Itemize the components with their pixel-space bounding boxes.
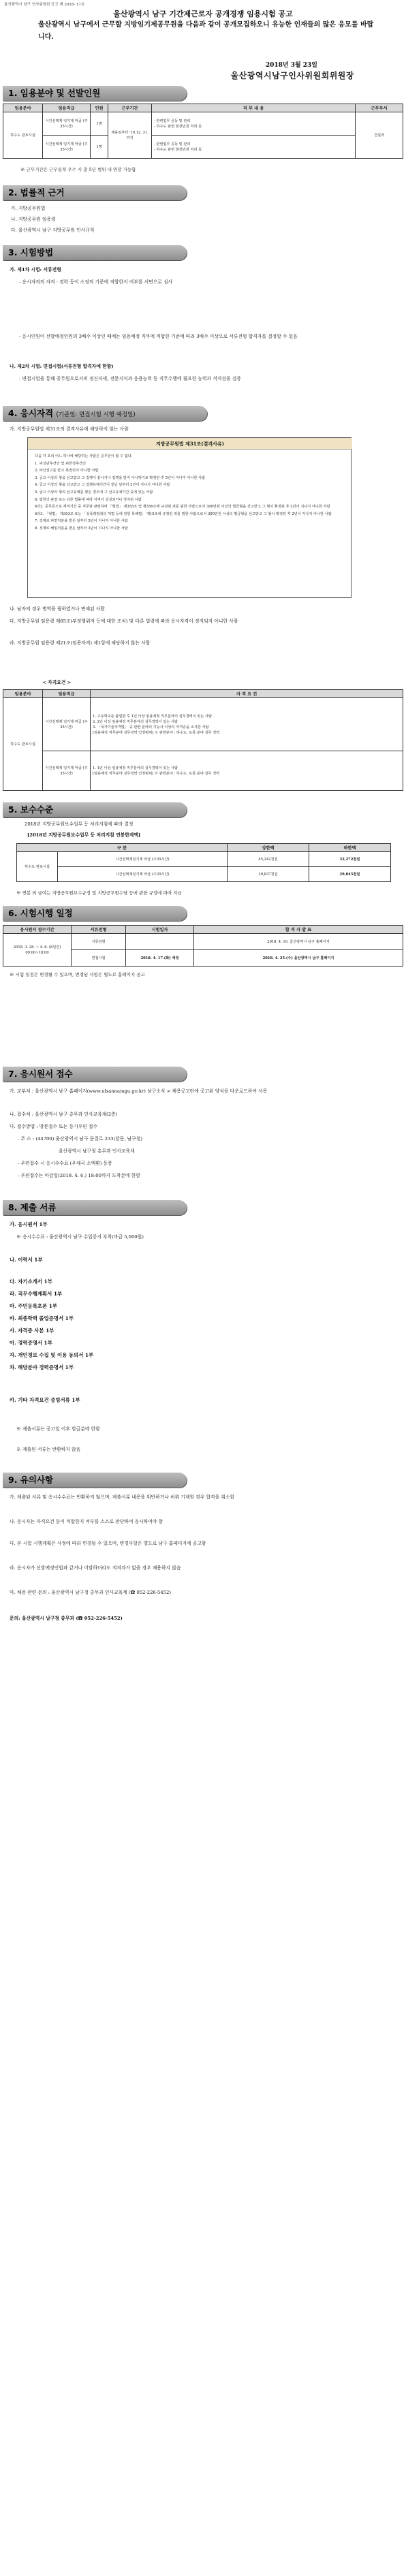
rank-cell: 시간선택제임기제 마급 (주35시간) xyxy=(58,867,228,882)
disqualification-item: 2. 파산선고를 받고 복권되지 아니한 사람 xyxy=(35,469,99,473)
qualification-table xyxy=(3,689,403,791)
section-heading-7: 7. 응시원서 접수 xyxy=(3,1067,187,1082)
doc-item: 나. 이력서 1부 xyxy=(10,1257,43,1263)
apply-item: 나. 접수처 : 울산광역시 남구 총무과 인사교육계(2층) xyxy=(10,1112,118,1117)
qualification-item: 라. 지방공무원 임용령 제21조(임용자격) 제1항에 해당하지 않는 사람 xyxy=(10,640,151,646)
table-header: 임용분야 xyxy=(3,690,43,698)
exam-stage-1-desc: - 응시자격의 자격 · 경력 등이 소정의 기준에 적합한지 여부를 서면으로 심사 xyxy=(19,279,173,285)
table-header: 근무기간 xyxy=(108,104,152,112)
schedule-note: ※ 시험 일정은 변경될 수 있으며, 변경된 사항은 별도로 홈페이지 공고 xyxy=(10,972,145,977)
disqualification-title: 지방공무원법 제31조(결격사유) xyxy=(28,438,352,450)
rank-cell: 시간선택제 임기제 마급 (주 35시간) xyxy=(43,136,91,159)
count-cell: 1명 xyxy=(91,136,108,159)
disqualification-item: 7. 징계로 파면처분을 받은 날부터 5년이 지나지 아니한 사람 xyxy=(35,519,128,524)
date-cell: 2018. 4. 17.(화) 예정 xyxy=(126,950,194,967)
lower-pay-cell: 32,272천원 xyxy=(309,852,391,867)
doc-item: 가. 응시원서 1부 xyxy=(10,1221,48,1227)
table-header: 직 무 내 용 xyxy=(152,104,356,112)
table-header: 시험일자 xyxy=(126,926,194,934)
pay-intro: 2018년 지방공무원보수업무 등 처리지침에 따라 결정 xyxy=(25,821,134,827)
table-header: 근무부서 xyxy=(356,104,403,112)
legal-basis-3: 다. 울산광역시 남구 지방공무원 인사규칙 xyxy=(11,227,95,233)
field-cell: 하수도 관로시설 xyxy=(17,852,58,882)
apply-item: 다. 접수방법 : 방문접수 또는 등기우편 접수 xyxy=(10,1124,98,1129)
field-cell: 하수도 관로시설 xyxy=(3,698,43,791)
section-heading-3: 3. 시험방법 xyxy=(3,245,187,260)
period-cell: 채용일부터 '19.12. 31.까지 xyxy=(108,112,152,159)
doc-item: 차. 해당분야 경력증명서 1부 xyxy=(10,1364,74,1370)
pay-caption: [2018년 지방공무원보수업무 등 처리지침 연봉한계액] xyxy=(27,832,141,838)
schedule-table xyxy=(3,925,403,967)
duty-cell: - 관련업무 공동 및 관리 - 하수도 관련 현장민원 처리 등 xyxy=(152,112,356,136)
contact-line: 문의: 울산광역시 남구청 총무과 (☎ 052-226-5452) xyxy=(10,1616,123,1621)
stage-cell: 서류전형 xyxy=(72,934,126,950)
count-cell: 1명 xyxy=(91,112,108,136)
table-header: 하한액 xyxy=(309,844,391,852)
disqualification-item: 6의3. 「형법」 제303조 또는 「성폭력범죄의 처벌 등에 관한 특례법」 제10조에 규정된 죄를 범한 사람으로서 300만원 이상의 벌금형을 선고받고 그 형이 확정된 후 2년이 지나지 아니한 사람 xyxy=(35,512,332,516)
exam-stage-2: 나. 제2차 시험: 면접시험(서류전형 합격자에 한함) xyxy=(10,364,114,369)
exam-stage-1: 가. 제1차 시험: 서류전형 xyxy=(10,267,61,272)
announce-cell: 2018. 4. 10. 울산광역시 남구 홈페이지 xyxy=(194,934,403,950)
pay-table xyxy=(16,843,391,882)
caution-item: 나. 응시자는 자격요건 등이 적합한지 여부를 스스로 판단하여 응시하여야 함 xyxy=(10,1519,163,1524)
upper-pay-cell: 39,837천원 xyxy=(228,867,309,882)
doc-item: 마. 주민등록초본 1부 xyxy=(10,1303,57,1309)
doc-item: 라. 직무수행계획서 1부 xyxy=(10,1291,63,1297)
disqualification-box xyxy=(27,437,352,598)
lower-pay-cell: 29,045천원 xyxy=(309,867,391,882)
apply-item: - 우편접수는 마감일(2018. 4. 6.) 18:00까지 도착분에 한함 xyxy=(18,1173,140,1178)
section-heading-6: 6. 시험시행 일정 xyxy=(3,906,187,921)
disqualification-item: 5. 금고 이상의 형의 선고유예를 받은 경우에 그 선고유예기간 중에 있는 사람 xyxy=(35,490,153,494)
table-header: 임용직급 xyxy=(43,690,91,698)
disqualification-item: 3. 금고 이상의 형을 선고받고 그 집행이 끝나거나 집행을 받지 아니하기로 확정된 후 5년이 지나지 아니한 사람 xyxy=(35,475,206,480)
page-title: 울산광역시 남구 기간제근로자 공개경쟁 임용시험 공고 xyxy=(113,10,293,18)
table-header: 자 격 요 건 xyxy=(91,690,403,698)
legal-basis-1: 가. 지방공무원법 xyxy=(11,206,46,211)
recruitment-table xyxy=(3,104,403,159)
table-header: 합 격 자 발 표 xyxy=(194,926,403,934)
exam-screening-note: - 응시인원이 선발예정인원의 3배수 이상인 때에는 임용예정 직무에 적합한 기준에 따라 3배수 이상으로 서류전형 합격자를 결정할 수 있음 xyxy=(19,334,298,339)
table-header: 인원 xyxy=(91,104,108,112)
caution-item: 라. 응시자가 선발예정인원과 같거나 미달하더라도 적격자가 없을 경우 채용하지 않음 xyxy=(10,1565,181,1571)
table-header: 서류전형 xyxy=(72,926,126,934)
apply-item: 울산광역시 남구청 총무과 인사교육계 xyxy=(59,1148,135,1154)
caution-item: 다. 본 시험 시행계획은 사정에 따라 변경될 수 있으며, 변경사항은 별도로 남구 홈페이지에 공고함 xyxy=(10,1541,206,1546)
dept-cell: 건설과 xyxy=(356,112,403,159)
announce-cell: 2018. 4. 25.(수) 울산광역시 남구 홈페이지 xyxy=(194,950,403,967)
pay-note: ※ 연봉 외 급여는 지방공무원보수규정 및 지방공무원수당 등에 관한 규정에 따라 지급 xyxy=(16,890,182,896)
duty-cell: - 관련업무 공동 및 관리 - 하수도 관련 현장민원 처리 등 xyxy=(152,136,356,159)
qualification-item: 나. 남자의 경우 병역을 필하였거나 면제된 사람 xyxy=(10,606,105,612)
doc-note: ※ 제출서류는 공고일 이후 발급분에 한함 xyxy=(16,1426,100,1432)
requirement-cell: 1. 고등학교를 졸업한 후 1년 이상 임용예정 직무분야의 실무경력이 있는 사람 2. 2년 이상 임용예정 직무분야의 실무경력이 있는 사람 3. 「국가기술자격법」 중 관련 분야의 기능사 이상의 자격증을 소지한 사람 [임용예정 직무분야 실무경력 인정범위] ※ 관련분야 : 하수도, 토목 분야 실무 경력 xyxy=(91,698,403,751)
stage-cell: 면접시험 xyxy=(72,950,126,967)
section-heading-9: 9. 유의사항 xyxy=(3,1473,187,1488)
disqualification-item: 1. 피성년후견인 및 피한정후견인 xyxy=(35,461,87,466)
doc-note: ※ 응시수수료 : 울산광역시 남구 수입증지 부착(마급 5,000원) xyxy=(16,1234,144,1240)
caution-item: 마. 채용 관련 문의 : 울산광역시 남구청 총무과 인사교육계 (☎ 052-226-5452) xyxy=(10,1590,172,1595)
section-heading-1: 1. 임용분야 및 선발인원 xyxy=(3,86,187,101)
rank-cell: 시간선택제 임기제 마급 (주 35시간) xyxy=(43,112,91,136)
rank-cell: 시간선택제 임기제 마급 (주 35시간) xyxy=(43,751,91,791)
table-note: ※ 근무기간은 근무실적 우수 시 총 5년 범위 내 연장 가능함 xyxy=(20,167,136,172)
upper-pay-cell: 45,242천원 xyxy=(228,852,309,867)
table-header: 상한액 xyxy=(228,844,309,852)
disqualification-body xyxy=(35,453,347,533)
issuer-name: 울산광역시남구인사위원회위원장 xyxy=(230,71,354,80)
announcement-number: 울산광역시 남구 인사위원회 공고 제 2018- 11호 xyxy=(4,3,85,7)
table-header: 임용분야 xyxy=(3,104,43,112)
disqualification-item: 6의2. 공무원으로 재직기간 중 직무와 관련하여 「형법」 제355조 및 제356조에 규정된 죄를 범한 사람으로서 300만원 이상의 벌금형을 선고받고 그 형이 확정된 후 2년이 지나지 아니한 사람 xyxy=(35,505,330,509)
qualification-item: 다. 지방공무원 임용령 제65조(부정행위자 등에 대한 조치) 및 다른 법령에 따라 응시자격이 정지되지 아니한 사람 xyxy=(10,618,238,624)
field-cell: 하수도 관로시설 xyxy=(3,112,43,159)
section-heading-4-main: 4. 응시자격 xyxy=(8,408,54,418)
rank-cell: 시간선택제임기제 마급 (주35시간) xyxy=(58,852,228,867)
doc-item: 카. 기타 자격요건 증빙서류 1부 xyxy=(10,1397,80,1403)
section-heading-4 xyxy=(3,406,207,421)
qualification-intro: 가. 지방공무원법 제31조의 결격사유에 해당하지 않는 사람 xyxy=(10,426,129,432)
doc-item: 아. 경력증명서 1부 xyxy=(10,1340,52,1346)
doc-item: 사. 자격증 사본 1부 xyxy=(10,1328,54,1334)
caution-item: 가. 제출된 서류 및 응시수수료는 반환하지 않으며, 제출서류 내용을 위반하거나 허위 기재할 경우 합격을 취소함 xyxy=(10,1494,235,1500)
doc-note: ※ 제출된 서류는 반환하지 않음 xyxy=(16,1447,81,1452)
apply-item: - 우편접수 시 응시수수료 (우체국 소액환) 동봉 xyxy=(18,1161,112,1166)
doc-item: 바. 최종학력 졸업증명서 1부 xyxy=(10,1315,74,1321)
disqualification-lead: 다음 각 호의 어느 하나에 해당하는 사람은 공무원이 될 수 없다. xyxy=(35,454,133,458)
rank-cell: 시간선택제 임기제 마급 (주 35시간) xyxy=(43,698,91,751)
table-header: 응시원서 접수기간 xyxy=(3,926,72,934)
disqualification-item: 8. 징계로 해임처분을 받은 날부터 3년이 지나지 아니한 사람 xyxy=(35,526,128,531)
section-heading-8: 8. 제출 서류 xyxy=(3,1200,187,1215)
date-cell xyxy=(126,934,194,950)
announcement-date: 2018년 3월 23일 xyxy=(265,62,317,69)
requirement-cell: 1. 1년 이상 임용예정 직무분야의 실무경력이 있는 사람 [임용예정 직무분야 실무경력 인정범위] ※ 관련분야 : 하수도, 토목 분야 실무 경력 xyxy=(91,751,403,791)
disqualification-item: 4. 금고 이상의 형을 선고받고 그 집행유예기간이 끝난 날부터 2년이 지나지 아니한 사람 xyxy=(35,483,170,488)
doc-item: 다. 자기소개서 1부 xyxy=(10,1278,52,1285)
table-header: 임용직급 xyxy=(43,104,91,112)
apply-item: 가. 교부처 : 울산광역시 남구 홈페이지(www.ulsannamgu.go.kr) 남구소식 > 채용공고란에 공고된 양식을 다운로드하여 사용 xyxy=(10,1088,268,1094)
doc-item: 자. 개인정보 수집 및 이용 동의서 1부 xyxy=(10,1352,94,1358)
legal-basis-2: 나. 지방공무원 임용령 xyxy=(11,217,56,222)
table-header: 구 분 xyxy=(17,844,228,852)
intro-text: 울산광역시 남구에서 근무할 지방임기제공무원을 다음과 같이 공개모집하오니 유능한 인재들의 많은 응모를 바랍니다. xyxy=(38,21,374,41)
qualification-caption: < 자격요건 > xyxy=(42,680,72,685)
application-period-cell: 2018. 3. 28. ~ 4. 6. (8일간) 09:00~18:00 xyxy=(3,934,72,967)
section-heading-2: 2. 법률적 근거 xyxy=(3,185,187,200)
exam-stage-2-desc: - 면접시험을 통해 공무원으로서의 정신자세, 전문지식과 응용능력 등 직무수행에 필요한 능력과 적격성을 검증 xyxy=(19,376,241,381)
section-heading-4-sub: (기준일: 면접시험 시행 예정일) xyxy=(56,411,136,418)
disqualification-item: 6. 법원의 판결 또는 다른 법률에 따라 자격이 상실되거나 정지된 사람 xyxy=(35,497,142,502)
apply-item: - 주 소 : (44700) 울산광역시 남구 돋질로 233(달동, 남구청) xyxy=(18,1136,143,1142)
section-heading-5: 5. 보수수준 xyxy=(3,802,187,817)
